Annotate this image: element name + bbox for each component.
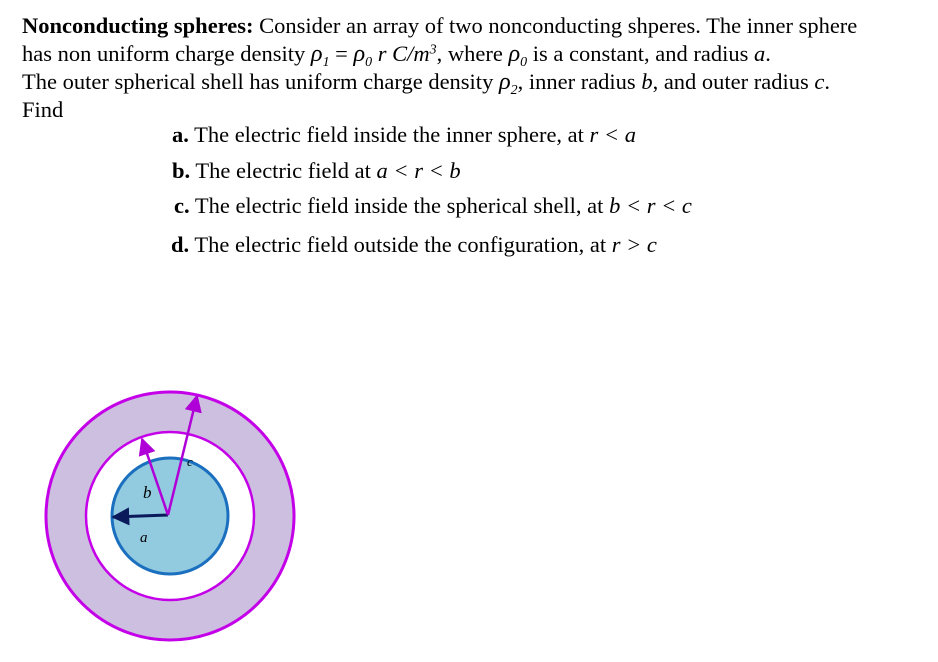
rho-symbol: ρ [498,68,511,95]
statement-text: . [765,41,771,66]
problem-heading: Nonconducting spheres: [22,13,254,38]
question-label: c. [174,193,190,218]
variable-c: c [814,69,825,94]
rho2-subscript: 2 [510,82,518,98]
label-b: b [143,483,152,502]
unit: C/m [392,41,430,66]
question-text: The electric field inside the inner sphere, at [188,122,590,147]
variable-r: r [372,41,393,66]
rho-symbol: ρ [508,40,521,67]
unit-exponent: 3 [429,42,437,58]
rho0-subscript: 0 [520,54,528,70]
question-condition: r < a [589,122,636,147]
rho0-subscript: 0 [365,54,373,70]
rho-symbol: ρ [353,40,366,67]
question-label: b. [172,158,191,183]
question-label: d. [171,232,190,257]
variable-a: a [753,41,766,66]
rho-symbol: ρ [310,40,323,67]
statement-text: is a constant, and radius [527,41,754,66]
statement-text: . [824,69,831,94]
question-text: The electric field at [190,158,377,183]
label-c: c [187,454,193,469]
question-condition: b < r < c [609,193,692,218]
question-text: The electric field inside the spherical shell, at [189,193,610,218]
statement-text: Consider an array of two nonconducting shperes. The inner sphere [253,13,858,38]
statement-text: , where [436,41,509,66]
variable-b: b [641,69,653,94]
statement-text: , and outer radius [652,69,815,94]
equals-sign: = [329,41,354,66]
statement-text: has non uniform charge density [22,41,311,66]
radius-a-arrow [113,515,168,517]
statement-text: The outer spherical shell has uniform charge density [22,69,499,94]
statement-text: , inner radius [517,69,642,94]
statement-line-4: Find [22,97,64,122]
label-a: a [140,530,148,546]
question-label: a. [172,122,189,147]
question-condition: a < r < b [376,158,461,183]
question-text: The electric field outside the configuration, at [189,232,612,257]
rho1-subscript: 1 [322,54,330,70]
question-condition: r > c [611,232,657,257]
